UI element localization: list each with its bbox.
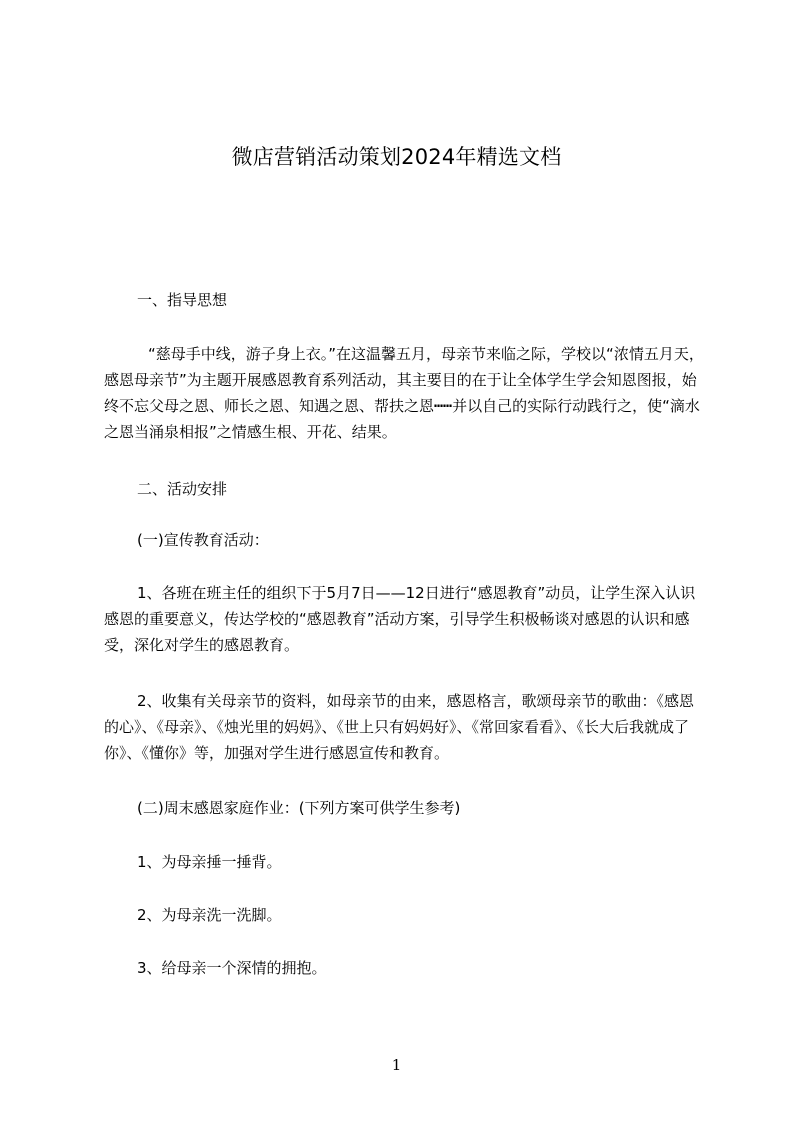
list-item-homework-3: 3、给母亲一个深情的拥抱。 xyxy=(137,959,327,977)
document-title: 微店营销活动策划2024年精选文档 xyxy=(231,145,562,169)
subsection-heading-homework: (二)周末感恩家庭作业：(下列方案可供学生参考) xyxy=(137,799,461,817)
section-heading-activity-arrangement: 二、活动安排 xyxy=(137,480,228,498)
list-item-publicity-2: 2、收集有关母亲节的资料，如母亲节的由来，感恩格言，歌颂母亲节的歌曲：《感恩的心》、《母亲》、《烛光里的妈妈》、《世上只有妈妈好》、《常回家看看》、《长大后我就成了你》、《懂你》等，加强对学生进行感恩宣传和教育。 xyxy=(104,692,695,762)
list-item-publicity-1: 1、各班在班主任的组织下于5月7日——12日进行“感恩教育”动员，让学生深入认识感恩的重要意义，传达学校的“感恩教育”活动方案，引导学生积极畅谈对感恩的认识和感受，深化对学生的感恩教育。 xyxy=(104,584,696,654)
paragraph-guiding-ideology: “慈母手中线，游子身上衣。”在这温馨五月，母亲节来临之际，学校以“浓情五月天，感恩母亲节”为主题开展感恩教育系列活动，其主要目的在于让全体学生学会知恩图报，始终不忘父母之恩、师长之恩、知遇之恩、帮扶之恩┅┅并以自己的实际行动践行之，使“滴水之恩当涌泉相报”之情感生根、开花、结果。 xyxy=(104,345,704,441)
list-item-homework-1: 1、为母亲捶一捶背。 xyxy=(137,853,282,871)
list-item-homework-2: 2、为母亲洗一洗脚。 xyxy=(137,906,282,924)
section-heading-guiding-ideology: 一、指导思想 xyxy=(137,291,228,309)
page-number: 1 xyxy=(391,1056,402,1074)
subsection-heading-publicity: (一)宣传教育活动： xyxy=(137,531,269,549)
